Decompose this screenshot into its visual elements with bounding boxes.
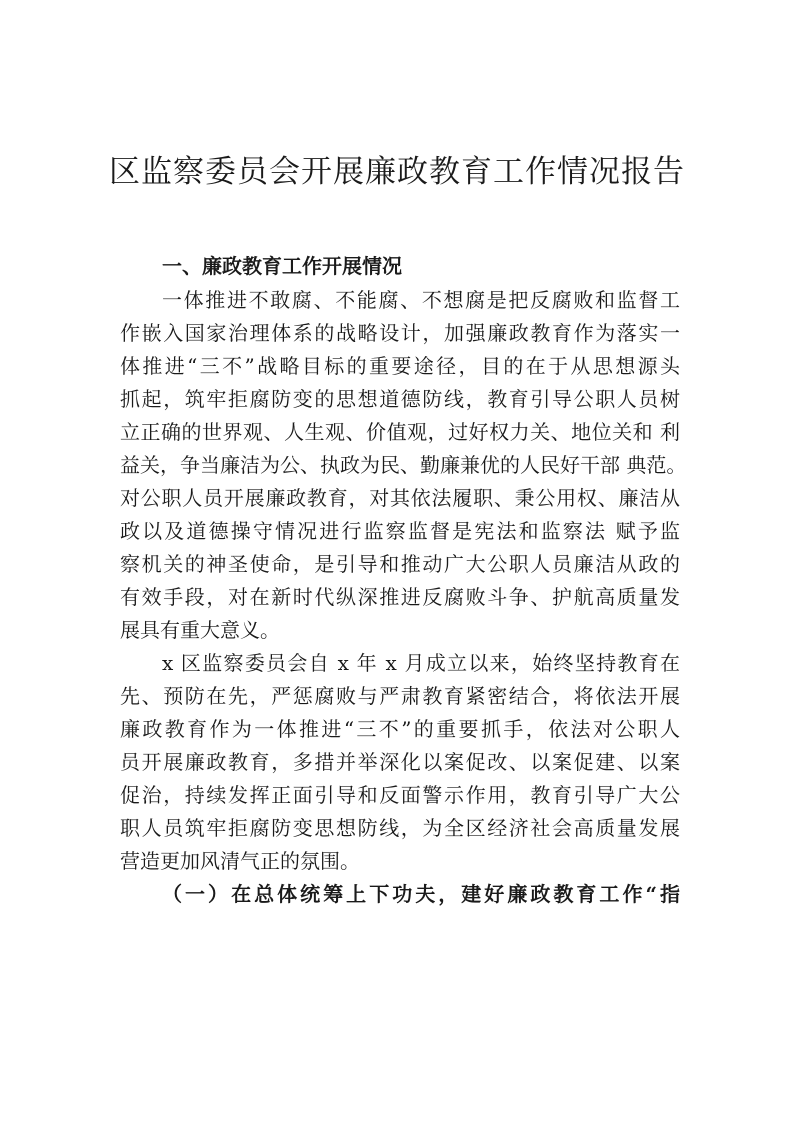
paragraph-line: 立正确的世界观、人生观、价值观，过好权力关、地位关和 利 [120,420,680,444]
document-body [120,248,687,911]
paragraph-line: 先、预防在先，严惩腐败与严肃教育紧密结合，将依法开展 [120,684,680,708]
paragraph-line: 展具有重大意义。 [120,618,280,642]
paragraph-line: 察机关的神圣使命，是引导和推动广大公职人员廉洁从政的 [120,552,680,576]
paragraph-line: 促治，持续发挥正面引导和反面警示作用，教育引导广大公 [120,783,680,807]
paragraph-line: 廉政教育作为一体推进“三不”的重要抓手，依法对公职人 [120,717,680,741]
paragraph-line: 职人员筑牢拒腐防变思想防线，为全区经济社会高质量发展 [120,816,680,840]
paragraph-line: 益关，争当廉洁为公、执政为民、勤廉兼优的人民好干部 典范。 [120,453,687,477]
paragraph-line: 一体推进不敢腐、不能腐、不想腐是把反腐败和监督工 [162,288,680,312]
paragraph-line: 营造更加风清气正的氛围。 [120,849,360,873]
subsection-heading: （一）在总体统筹上下功夫，建好廉政教育工作“指 [162,882,680,906]
paragraph-line: 作嵌入国家治理体系的战略设计，加强廉政教育作为落实一 [120,321,680,345]
paragraph-1 [120,284,687,647]
paragraph-2 [120,647,680,878]
paragraph-line: 员开展廉政教育，多措并举深化以案促改、以案促建、以案 [120,750,680,774]
paragraph-line: 政以及道德操守情况进行监察监督是宪法和监察法 赋予监 [120,519,680,543]
paragraph-line: 有效手段，对在新时代纵深推进反腐败斗争、护航高质量发 [120,585,680,609]
paragraph-line: 抓起，筑牢拒腐防变的思想道德防线，教育引导公职人员树 [120,387,680,411]
section-heading: 一、廉政教育工作开展情况 [162,254,402,278]
paragraph-line: 体推进“三不”战略目标的重要途径，目的在于从思想源头 [120,354,680,378]
paragraph-line: 对公职人员开展廉政教育，对其依法履职、秉公用权、廉洁从 [120,486,680,510]
document-title: 区监察委员会开展廉政教育工作情况报告 [109,154,685,190]
paragraph-line: x 区监察委员会自 x 年 x 月成立以来，始终坚持教育在 [162,651,680,675]
